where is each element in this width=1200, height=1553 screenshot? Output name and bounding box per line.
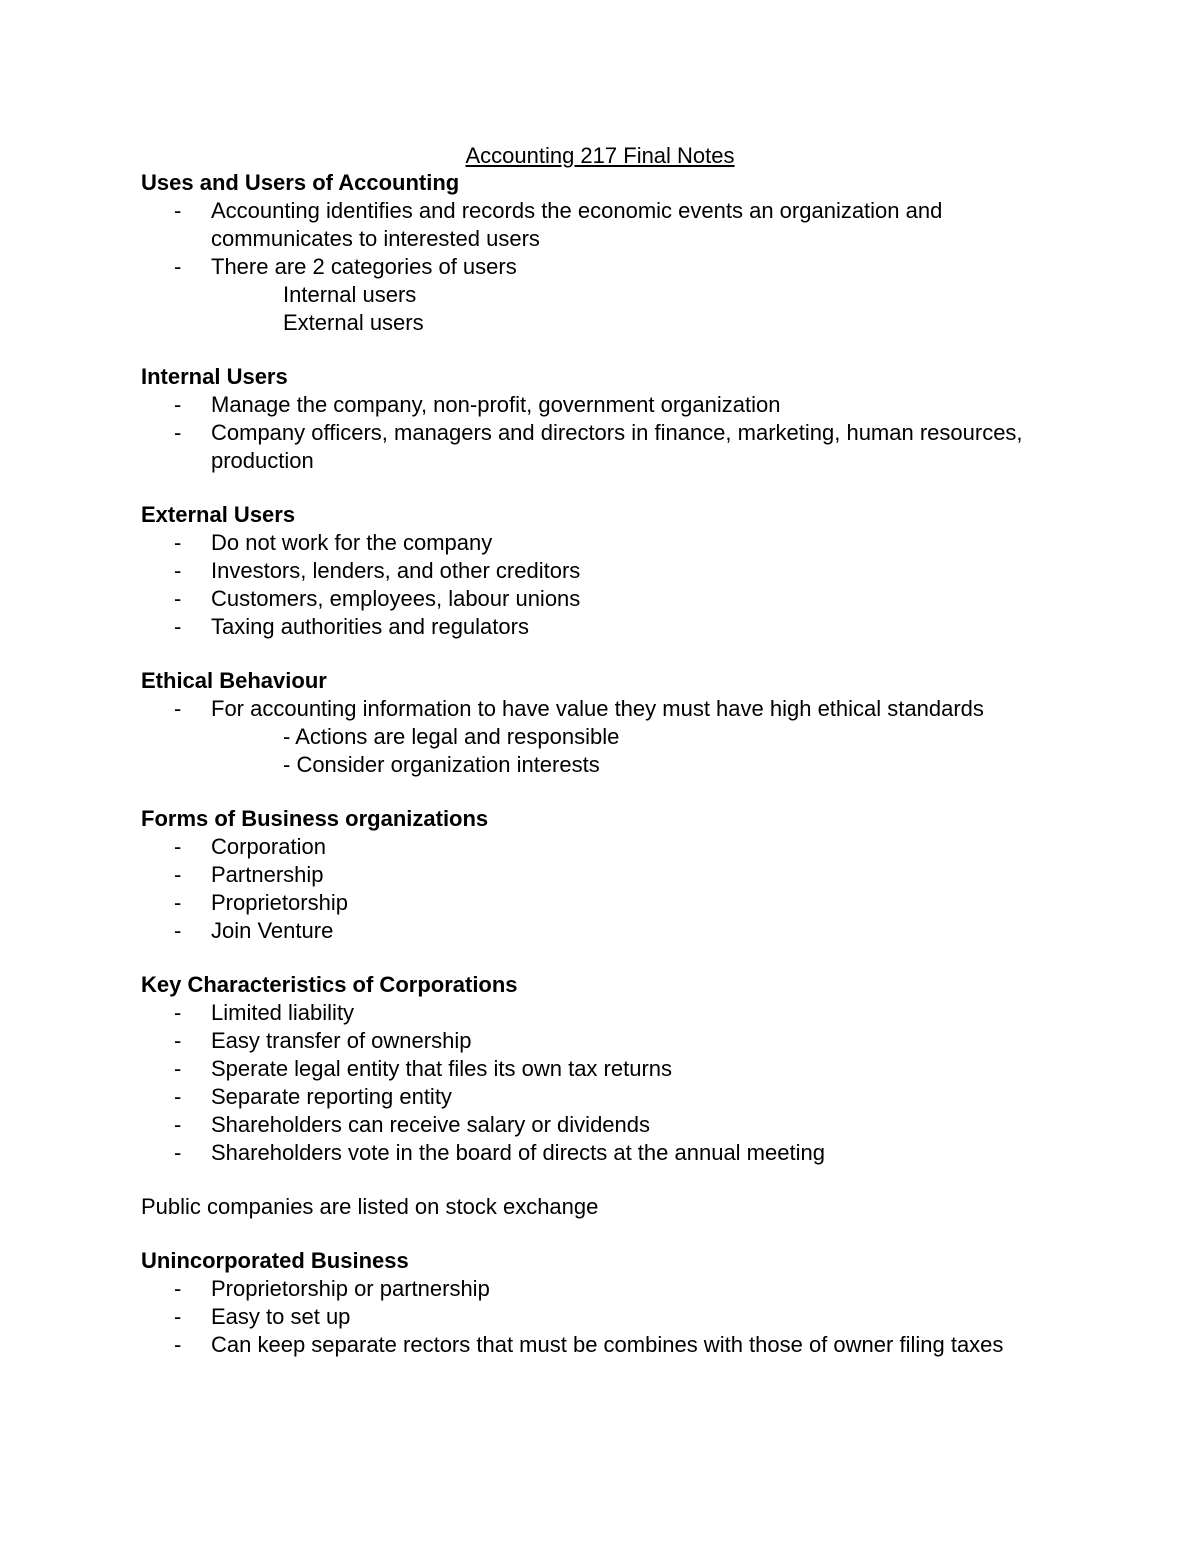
list-item: - For accounting information to have value they must have high ethical standards bbox=[174, 696, 984, 721]
bullet-list-internal bbox=[141, 391, 1081, 475]
section-heading-external: External Users bbox=[141, 502, 296, 527]
list-item: - Proprietorship bbox=[174, 890, 348, 915]
sub-item: - Actions are legal and responsible bbox=[283, 724, 620, 749]
bullet-dash: - bbox=[174, 530, 182, 555]
bullet-dash: - bbox=[174, 1112, 182, 1137]
bullet-dash: - bbox=[174, 558, 182, 583]
bullet-dash: - bbox=[174, 392, 182, 417]
bullet-dash: - bbox=[174, 862, 182, 887]
bullet-list-corporations bbox=[141, 999, 1081, 1167]
list-item: - Easy transfer of ownership bbox=[174, 1028, 472, 1053]
bullet-dash: - bbox=[174, 420, 182, 445]
list-item: - Manage the company, non-profit, government organization bbox=[174, 392, 781, 417]
bullet-list-unincorporated bbox=[141, 1275, 1081, 1359]
list-item: - Easy to set up bbox=[174, 1304, 351, 1329]
list-item: - Taxing authorities and regulators bbox=[174, 614, 529, 639]
bullet-dash: - bbox=[174, 1304, 182, 1329]
bullet-dash: - bbox=[174, 834, 182, 859]
list-item: - Separate reporting entity bbox=[174, 1084, 452, 1109]
list-item: - Shareholders vote in the board of directs at the annual meeting bbox=[174, 1140, 825, 1165]
bullet-dash: - bbox=[174, 198, 182, 223]
bullet-dash: - bbox=[174, 614, 182, 639]
bullet-dash: - bbox=[174, 1276, 182, 1301]
document-title: Accounting 217 Final Notes bbox=[465, 143, 735, 168]
sub-item: External users bbox=[283, 310, 424, 335]
list-item: - Corporation bbox=[174, 834, 326, 859]
section-heading-corporations: Key Characteristics of Corporations bbox=[141, 972, 518, 997]
list-item: - Company officers, managers and directors in finance, marketing, human resources, production bbox=[174, 420, 1023, 473]
list-item: - Do not work for the company bbox=[174, 530, 493, 555]
list-item: - Sperate legal entity that files its own tax returns bbox=[174, 1056, 673, 1081]
list-item: - Limited liability bbox=[174, 1000, 355, 1025]
bullet-dash: - bbox=[174, 254, 182, 279]
public-companies-note: Public companies are listed on stock exchange bbox=[141, 1194, 599, 1219]
bullet-list-external bbox=[141, 529, 1081, 641]
bullet-dash: - bbox=[174, 696, 182, 721]
section-heading-internal: Internal Users bbox=[141, 364, 288, 389]
list-item: - Partnership bbox=[174, 862, 324, 887]
list-item: - Can keep separate rectors that must be combines with those of owner filing taxes bbox=[174, 1332, 1004, 1357]
bullet-dash: - bbox=[174, 1084, 182, 1109]
list-item: - Shareholders can receive salary or dividends bbox=[174, 1112, 651, 1137]
bullet-dash: - bbox=[174, 1000, 182, 1025]
list-item: - Investors, lenders, and other creditors bbox=[174, 558, 581, 583]
bullet-list-uses bbox=[141, 197, 1081, 281]
list-item: - There are 2 categories of users bbox=[174, 254, 517, 279]
document-body bbox=[141, 169, 1081, 1359]
list-item: - Proprietorship or partnership bbox=[174, 1276, 490, 1301]
section-heading-uses: Uses and Users of Accounting bbox=[141, 170, 460, 195]
bullet-dash: - bbox=[174, 890, 182, 915]
bullet-dash: - bbox=[174, 1140, 182, 1165]
bullet-list-forms bbox=[141, 833, 1081, 945]
bullet-dash: - bbox=[174, 918, 182, 943]
section-heading-forms: Forms of Business organizations bbox=[141, 806, 489, 831]
bullet-dash: - bbox=[174, 586, 182, 611]
sub-item: Internal users bbox=[283, 282, 417, 307]
bullet-list-ethical bbox=[141, 695, 1081, 723]
sub-item: - Consider organization interests bbox=[283, 752, 600, 777]
section-heading-unincorporated: Unincorporated Business bbox=[141, 1248, 409, 1273]
bullet-dash: - bbox=[174, 1056, 182, 1081]
bullet-dash: - bbox=[174, 1332, 182, 1357]
section-heading-ethical: Ethical Behaviour bbox=[141, 668, 327, 693]
list-item: - Customers, employees, labour unions bbox=[174, 586, 581, 611]
list-item: - Accounting identifies and records the economic events an organization and communicates to interested users bbox=[174, 198, 943, 251]
bullet-dash: - bbox=[174, 1028, 182, 1053]
list-item: - Join Venture bbox=[174, 918, 334, 943]
